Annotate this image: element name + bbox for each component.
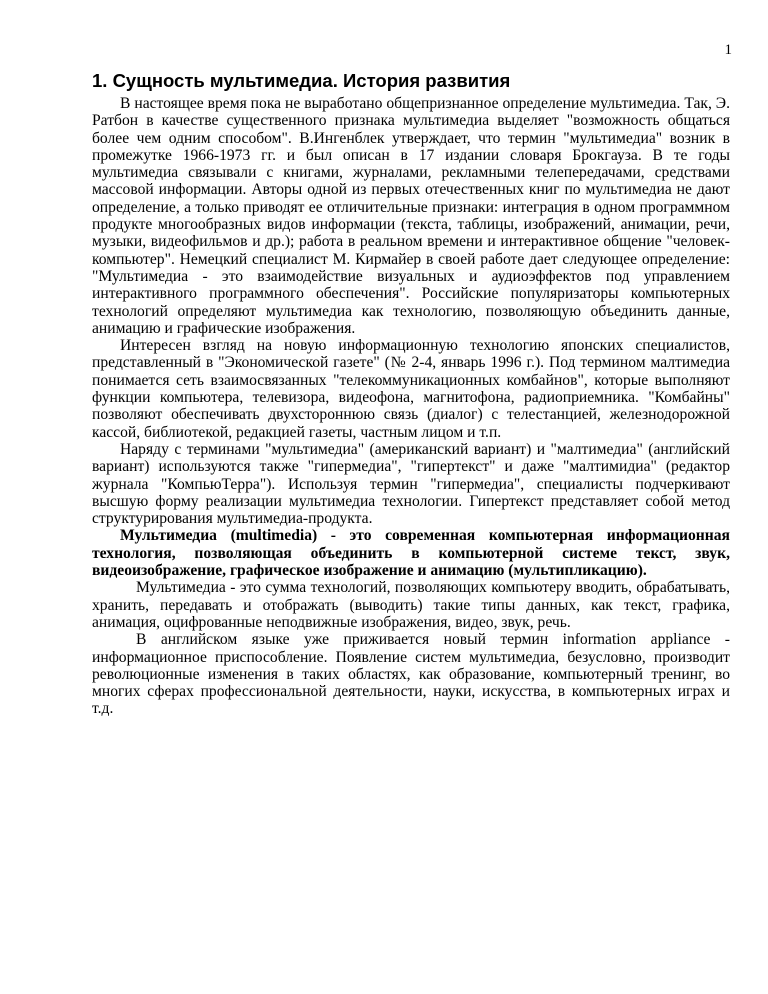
paragraph-information-appliance: В английском языке уже приживается новый термин information appliance - информационное приспособление. Появление систем мультимедиа, безусловно, производит революционные изменения в таких областях, как образование, компьютерный тренинг, во многих сферах профессиональной деятельности, науки, искусства, в компьютерных играх и т.д. bbox=[92, 631, 730, 718]
paragraph-japanese-view: Интересен взгляд на новую информационную технологию японских специалистов, представленный в "Экономической газете" (№ 2-4, январь 1996 г.). Под термином малтимедиа понимается сеть взаимосвязанных "телекоммуникационных комбайнов", которые выполняют функции компьютера, телевизора, видеофона, магнитофона, радиоприемника. "Комбайны" позволяют обеспечивать двухстороннюю связь (диалог) с телестанцией, железнодорожной кассой, библиотекой, редакцией газеты, частным лицом и т.п. bbox=[92, 337, 730, 441]
section-heading: 1. Сущность мультимедиа. История развития bbox=[92, 70, 511, 91]
page-number: 1 bbox=[724, 42, 732, 58]
paragraph-technologies: Мультимедиа - это сумма технологий, позволяющих компьютеру вводить, обрабатывать, хранить, передавать и отображать (выводить) такие типы данных, как текст, графика, анимация, оцифрованные неподвижные изображения, видео, звук, речь. bbox=[92, 579, 730, 631]
body-text bbox=[92, 95, 730, 718]
paragraph-definition: Мультимедиа (multimedia) - это современная компьютерная информационная технология, позволяющая объединить в компьютерной системе текст, звук, видеоизображение, графическое изображение и анимацию (мультипликацию). bbox=[92, 527, 730, 580]
paragraph-terms: Наряду с терминами "мультимедиа" (американский вариант) и "малтимедиа" (английский вариант) используются также "гипермедиа", "гипертекст" и даже "малтимидиа" (редактор журнала "КомпьюТерра"). Используя термин "гипермедиа", специалисты подчеркивают высшую форму реализации мультимедиа технологии. Гипертекст представляет собой метод структурирования мультимедиа-продукта. bbox=[92, 440, 730, 528]
paragraph-intro: В настоящее время пока не выработано общепризнанное определение мультимедиа. Так, Э. Ратбон в качестве существенного признака мультимедиа выделяет "возможность общаться более чем одним способом". В.Ингенблек утверждает, что термин "мультимедиа" возник в промежутке 1966-1973 гг. и был описан в 17 издании словаря Брокгауза. В те годы мультимедиа связывали с книгами, журналами, рекламными телепередачами, средствами массовой информации. Авторы одной из первых отечественных книг по мультимедиа не дают определение, а только приводят ее отличительные признаки: интеграция в одном программном продукте многообразных видов информации (текста, таблицы, изображений, анимации, речи, музыки, видеофильмов и др.); работа в реальном времени и интерактивное общение "человек-компьютер". Немецкий специалист М. Кирмайер в своей работе дает следующее определение: "Мультимедиа - это взаимодействие визуальных и аудиоэффектов под управлением интерактивного программного обеспечения". Российские популяризаторы компьютерных технологий определяют мультимедиа как технологию, позволяющую объединить данные, анимацию и графические изображения. bbox=[92, 95, 730, 337]
